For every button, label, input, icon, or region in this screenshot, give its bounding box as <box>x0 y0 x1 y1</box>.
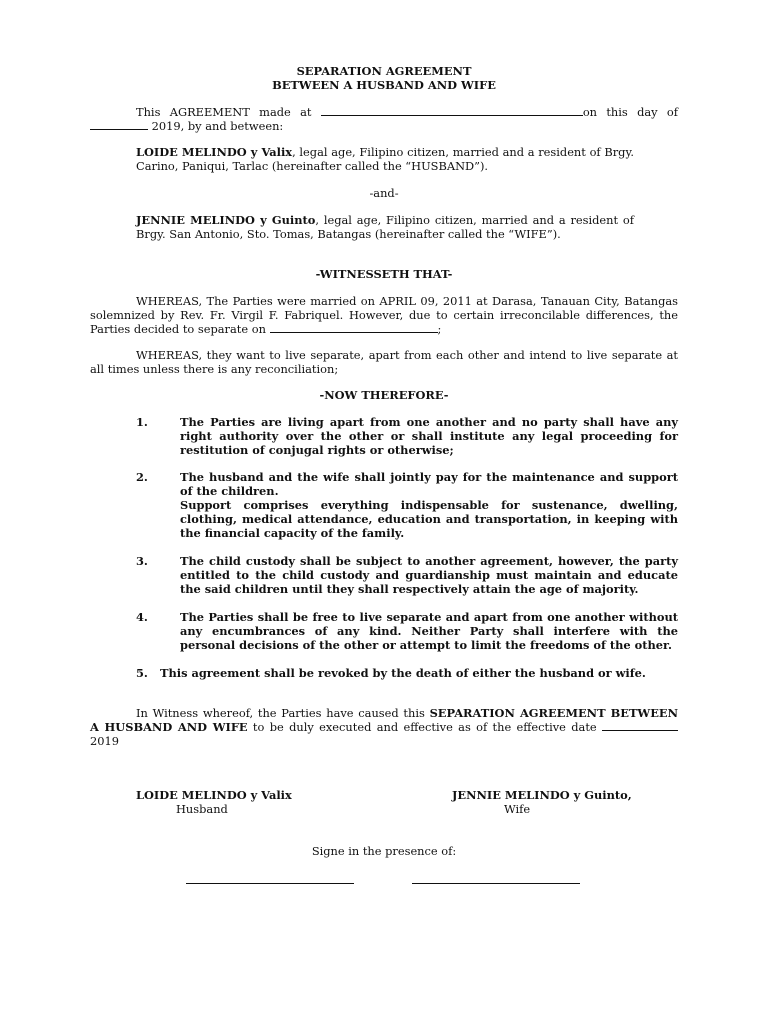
now-therefore-heading: -NOW THEREFORE- <box>319 388 449 402</box>
clause-3 <box>136 554 678 596</box>
husband-party-details: , legal age, Filipino citizen, married and a resident of Brgy. Carino, Paniqui, Tarlac (hereinafter called the “HUSBAND”). <box>136 145 634 173</box>
wife-signature <box>452 788 632 816</box>
wife-party-details: , legal age, Filipino citizen, married and a resident of Brgy. San Antonio, Sto. Tomas, Batangas (hereinafter called the “WIFE”). <box>136 213 634 241</box>
whereas-1-text: WHEREAS, The Parties were married on APRIL 09, 2011 at Darasa, Tanauan City, Batangas solemnized by Rev. Fr. Virgil F. Fabriquel. However, due to certain irreconcilable differences, the Parties decided to separate on <box>90 294 678 336</box>
clause-1-number: 1. <box>136 415 148 429</box>
clause-5-text: This agreement shall be revoked by the death of either the husband or wife. <box>160 666 646 680</box>
clause-4-text-a: The Parties shall be free to live separate and apart from one another without any encumbrances of any kind. <box>180 610 678 638</box>
effective-date-blank[interactable] <box>602 720 678 731</box>
whereas-paragraph-2: WHEREAS, they want to live separate, apart from each other and intend to live separate at all times unless there is any reconciliation; <box>90 348 678 376</box>
wife-party-name: JENNIE MELINDO y Guinto <box>136 213 316 227</box>
witnesseth-heading: -WITNESSETH THAT- <box>315 267 453 281</box>
title-line-2: BETWEEN A HUSBAND AND WIFE <box>272 78 496 92</box>
witness-clause-a: In Witness whereof, <box>136 706 254 720</box>
witness-line-2[interactable] <box>412 882 580 884</box>
date-blank[interactable] <box>90 119 148 130</box>
intro-text-2: on this day of <box>582 105 679 119</box>
husband-party-paragraph <box>136 145 634 173</box>
husband-party-name: LOIDE MELINDO y Valix <box>136 145 293 159</box>
witness-clause-b: the Parties have caused this <box>253 706 430 720</box>
clause-4-text-b: Neither Party shall interfere with the personal decisions of the other or attempt to limit the freedoms of the other. <box>180 624 678 652</box>
witness-line-1[interactable] <box>186 882 354 884</box>
clause-3-text: The child custody shall be subject to another agreement, however, the party entitled to the child custody and guardianship must maintain and educate the said children until they shall respectively attain the age of majority. <box>180 554 678 596</box>
whereas-1-end: ; <box>437 322 442 336</box>
husband-signature-name: LOIDE MELINDO y Valix <box>136 788 292 802</box>
and-separator: -and- <box>369 186 399 200</box>
clause-2-body <box>180 470 678 540</box>
intro-paragraph <box>90 105 678 133</box>
witness-clause-d: to be duly executed and effective as of the effective date <box>247 720 597 734</box>
clause-2-number: 2. <box>136 470 148 484</box>
clause-1 <box>136 415 678 457</box>
witness-clause-c: SEPARATION AGREEMENT BETWEEN A HUSBAND AND WIFE <box>90 706 678 734</box>
clause-3-number: 3. <box>136 554 148 568</box>
wife-party-paragraph <box>136 213 634 241</box>
clause-2 <box>136 470 678 540</box>
witness-lines <box>90 872 678 892</box>
witness-clause <box>90 706 678 748</box>
place-blank[interactable] <box>321 105 583 116</box>
wife-signature-role: Wife <box>504 802 531 816</box>
witness-clause-year: 2019 <box>90 734 119 748</box>
intro-text-3: 2019, by and between: <box>151 119 284 133</box>
document-page <box>90 64 678 892</box>
wife-signature-name: JENNIE MELINDO y Guinto, <box>452 788 632 802</box>
signature-block <box>90 788 678 820</box>
clause-4-number: 4. <box>136 610 148 624</box>
title-line-1: SEPARATION AGREEMENT <box>296 64 472 78</box>
clause-1-text: The Parties are living apart from one another and no party shall have any right authority over the other or shall institute any legal proceeding for restitution of conjugal rights or otherwise; <box>180 415 678 457</box>
clause-2-text-2: Support comprises everything indispensable for sustenance, dwelling, clothing, medical attendance, education and transportation, in keeping with the financial capacity of the family. <box>180 498 678 540</box>
clause-4 <box>136 610 678 652</box>
presence-text: Signe in the presence of: <box>311 844 457 858</box>
husband-signature-role: Husband <box>176 802 228 816</box>
husband-signature <box>136 788 292 816</box>
intro-text-1: This AGREEMENT made at <box>136 105 312 119</box>
clause-2-text: The husband and the wife shall jointly pay for the maintenance and support of the children. <box>180 470 678 498</box>
clause-5-number: 5. <box>136 666 148 680</box>
clause-5 <box>136 666 678 680</box>
separation-date-blank[interactable] <box>270 322 438 333</box>
whereas-paragraph-1 <box>90 294 678 336</box>
clause-4-body <box>180 610 678 652</box>
